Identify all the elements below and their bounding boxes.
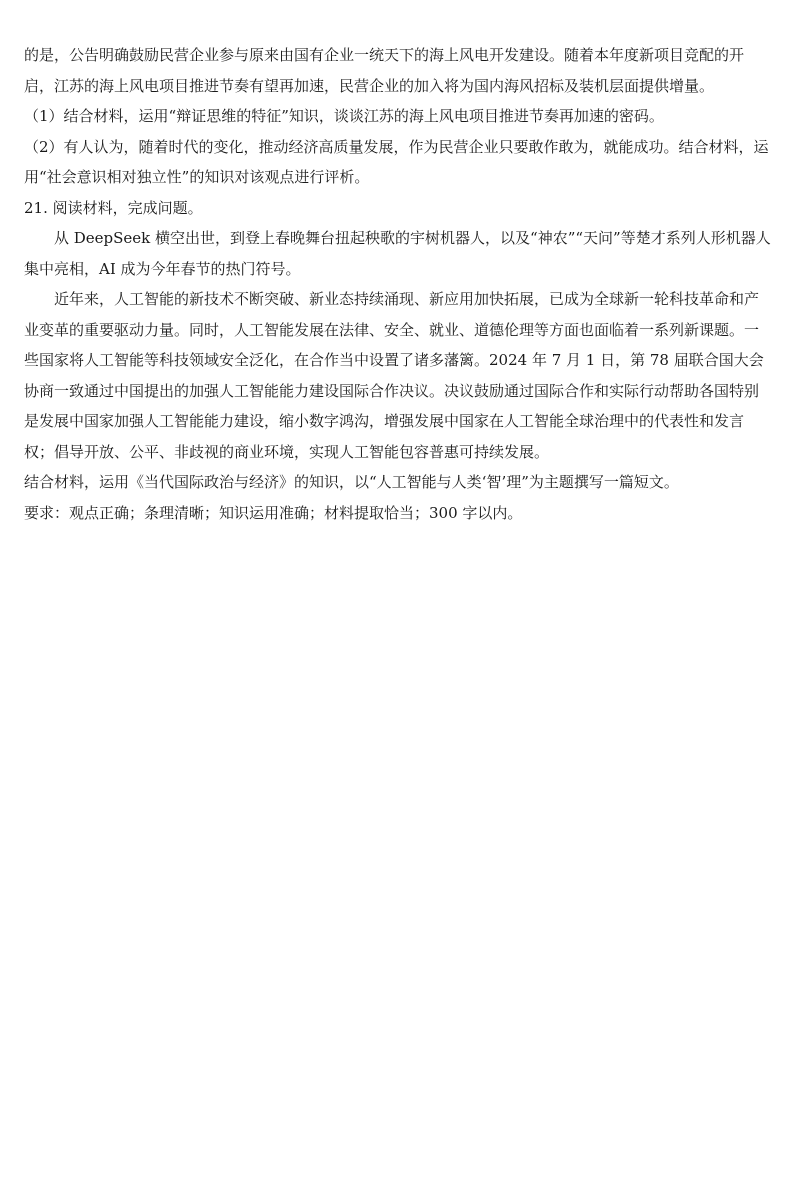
question-21-requirements: 要求：观点正确；条理清晰；知识运用准确；材料提取恰当；300 字以内。 [24, 503, 523, 522]
question-20-part-2: （2）有人认为，随着时代的变化，推动经济高质量发展，作为民营企业只要敢作敢为，就能成功。结合材料，运用“社会意识相对独立性”的知识对该观点进行评析。 [24, 137, 769, 186]
question-20-part-1: （1）结合材料，运用“辩证思维的特征”知识，谈谈江苏的海上风电项目推进节奏再加速的密码。 [24, 107, 664, 125]
question-21-material-paragraph-1: 从 DeepSeek 横空出世，到登上春晚舞台扭起秧歌的宇树机器人，以及“神农”“天问”等楚才系列人形机器人集中亮相，AI 成为今年春节的热门符号。 [24, 229, 771, 278]
previous-material-text: 的是，公告明确鼓励民营企业参与原来由国有企业一统天下的海上风电开发建设。随着本年度新项目竞配的开启，江苏的海上风电项目推进节奏有望再加速，民营企业的加入将为国内海风招标及装机层面提供增量。 [24, 46, 745, 95]
question-21-material-paragraph-2: 近年来，人工智能的新技术不断突破、新业态持续涌现、新应用加快拓展，已成为全球新一轮科技革命和产业变革的重要驱动力量。同时，人工智能发展在法律、安全、就业、道德伦理等方面也面临着一系列新课题。一些国家将人工智能等科技领域安全泛化，在合作当中设置了诸多藩篱。2024 年 7 月 1 日，第 78 届联合国大会协商一致通过中国提出的加强人工智能能力建设国际合作决议。决议鼓励通过国际合作和实际行动帮助各国特别是发展中国家加强人工智能能力建设，缩小数字鸿沟，增强发展中国家在人工智能全球治理中的代表性和发言权；倡导开放、公平、非歧视的商业环境，实现人工智能包容普惠可持续发展。 [24, 290, 764, 461]
question-21-heading: 21. 阅读材料，完成问题。 [24, 198, 203, 217]
question-21-task: 结合材料，运用《当代国际政治与经济》的知识，以“人工智能与人类‘智’理”为主题撰写一篇短文。 [24, 473, 679, 491]
exam-page [24, 40, 772, 528]
